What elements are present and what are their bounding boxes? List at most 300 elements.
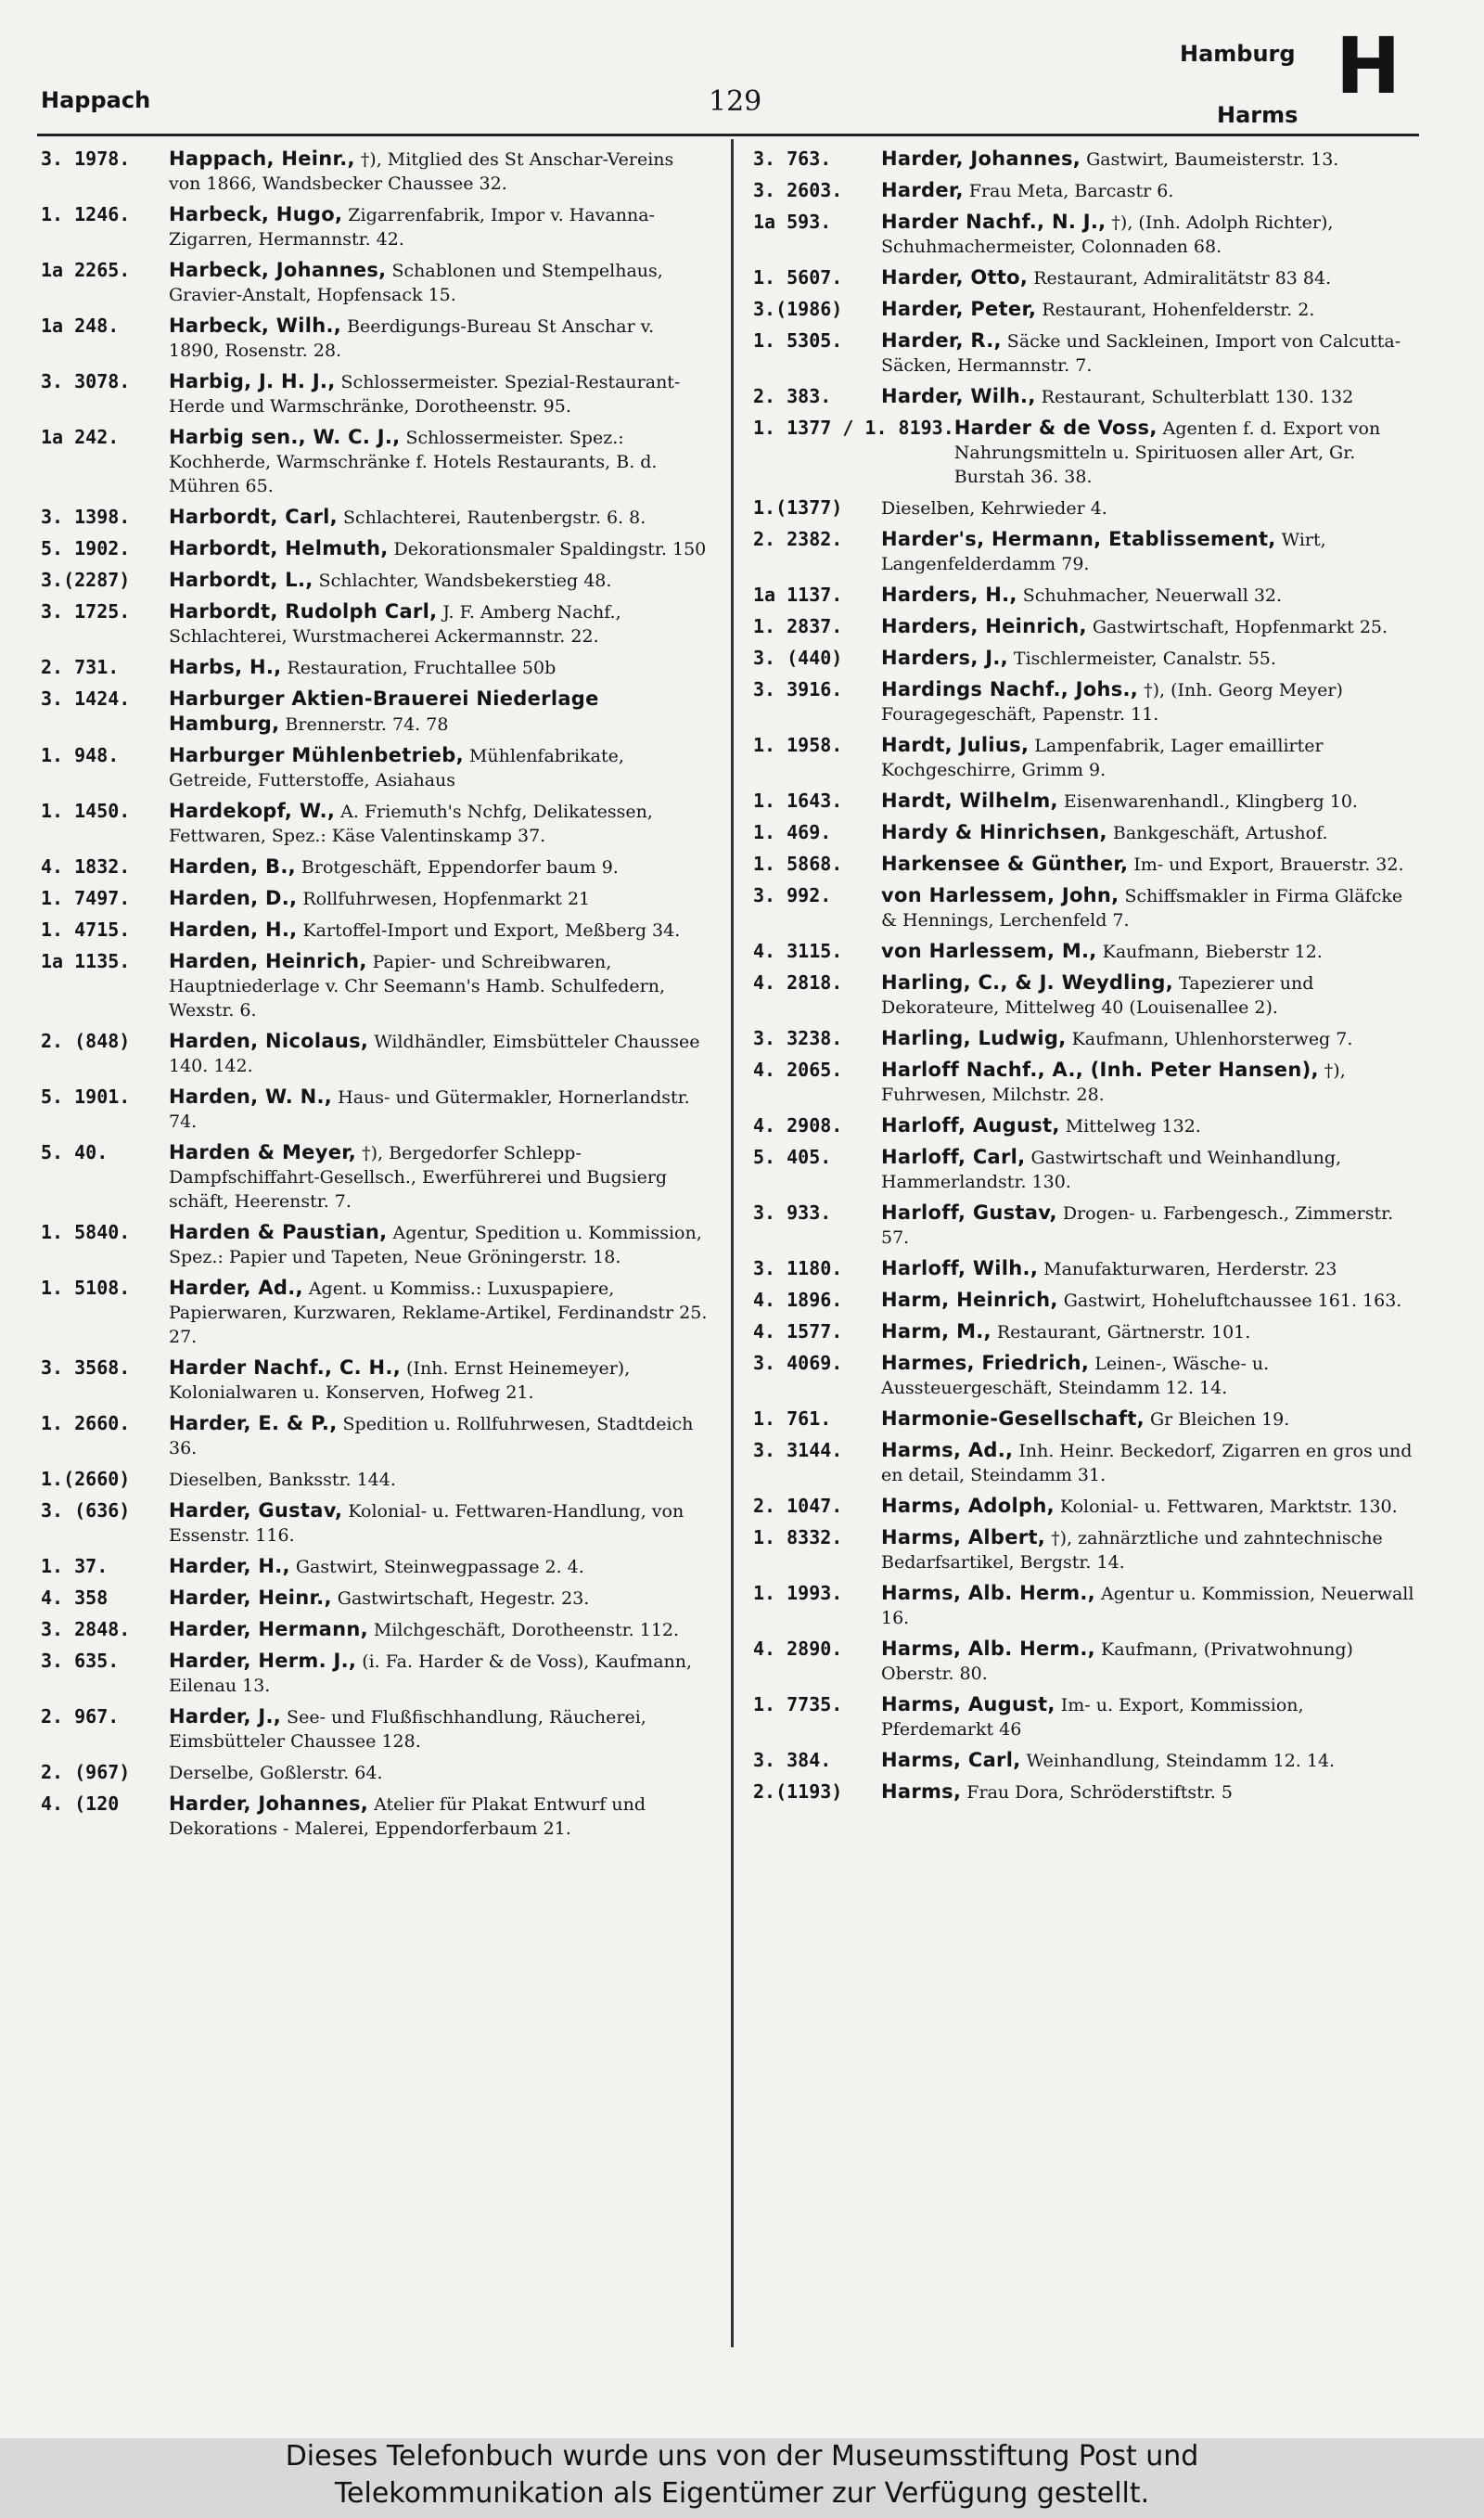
directory-entry: [753, 677, 1421, 726]
entry-name: Harden, D.,: [169, 887, 298, 909]
directory-entry: [753, 416, 1421, 489]
entry-text: [169, 949, 709, 1022]
phone-number: 1a 2265.: [41, 259, 131, 281]
entry-details: Papier- und Schreibwaren, Hauptniederlage v. Chr Seemann's Hamb. Schulfedern, Wexstr. 6.: [169, 952, 666, 1021]
phone-number: 3. 2848.: [41, 1618, 131, 1640]
entry-text: [169, 1617, 709, 1642]
entry-text: [881, 1058, 1421, 1107]
entry-details: Dieselben, Banksstr. 144.: [169, 1470, 396, 1490]
phone-number: 1. 469.: [753, 821, 832, 843]
entry-name: Harms, Adolph,: [881, 1495, 1055, 1517]
phone-number: 3. 3568.: [41, 1356, 131, 1379]
phone-number: 1. 1958.: [753, 734, 843, 756]
entry-details: Agenten f. d. Export von Nahrungsmitteln u. Spirituosen aller Art, Gr. Burstah 36. 38.: [953, 418, 1381, 487]
entry-text: [169, 1140, 709, 1214]
entry-details: Kartoffel-Import und Export, Meßberg 34.: [297, 920, 681, 941]
directory-entry: [41, 369, 709, 418]
entry-details: Dieselben, Kehrwieder 4.: [881, 498, 1107, 519]
directory-entry: [41, 1140, 709, 1214]
entry-details: Im- und Export, Brauerstr. 32.: [1128, 854, 1404, 875]
entry-text: [169, 886, 709, 911]
directory-entry: [41, 202, 709, 251]
entry-details: Bankgeschäft, Artushof.: [1107, 823, 1328, 843]
directory-entry: [753, 495, 1421, 520]
phone-number: 3. 4069.: [753, 1352, 843, 1374]
page-header: [41, 20, 1423, 137]
entry-name: Harm, M.,: [881, 1320, 991, 1343]
directory-entry: [753, 789, 1421, 814]
entry-details: Kolonial- u. Fettwaren, Marktstr. 130.: [1054, 1497, 1398, 1517]
directory-entry: [753, 1637, 1421, 1686]
entry-details: Kolonial- u. Fettwaren-Handlung, von Essenstr. 116.: [169, 1501, 684, 1546]
phone-number: 3. (636): [41, 1499, 131, 1522]
entry-text: [881, 1288, 1421, 1313]
entry-details: Gastwirt, Steinwegpassage 2. 4.: [289, 1557, 584, 1577]
entry-name: Harder, Johannes,: [881, 148, 1081, 170]
phone-number: 1a 1135.: [41, 950, 131, 972]
entry-text: [881, 852, 1421, 877]
entry-details: Wirt, Langenfelderdamm 79.: [881, 530, 1326, 574]
entry-text: [881, 883, 1421, 932]
entry-details: Frau Meta, Barcastr 6.: [963, 181, 1174, 201]
entry-text: [881, 677, 1421, 726]
entry-text: [169, 425, 709, 498]
entry-text: [169, 1029, 709, 1078]
entry-text: [881, 583, 1421, 608]
entry-details: Restaurant, Gärtnerstr. 101.: [991, 1322, 1251, 1343]
entry-name: Harloff Nachf., A., (Inh. Peter Hansen),: [881, 1059, 1319, 1081]
phone-number: 1. 5868.: [753, 853, 843, 875]
entry-text: [881, 1438, 1421, 1487]
entry-text: [881, 1145, 1421, 1194]
phone-number: 5. 1902.: [41, 537, 131, 559]
entry-name: Harms, August,: [881, 1693, 1055, 1715]
entry-name: Harder Nachf., C. H.,: [169, 1356, 401, 1379]
entry-name: Harms, Alb. Herm.,: [881, 1638, 1095, 1660]
entry-text: [881, 1637, 1421, 1686]
entry-name: Harder, Herm. J.,: [169, 1650, 357, 1672]
phone-number: 1. 1643.: [753, 790, 843, 812]
entry-name: von Harlessem, M.,: [881, 940, 1097, 962]
page-number: 129: [709, 85, 762, 118]
entry-name: Harder, Heinr.,: [169, 1587, 332, 1609]
phone-number: 1. 5840.: [41, 1221, 131, 1243]
directory-entry: [753, 178, 1421, 203]
entry-name: Harms, Carl,: [881, 1749, 1021, 1771]
directory-entry: [753, 970, 1421, 1020]
entry-name: Harders, Heinrich,: [881, 615, 1087, 637]
entry-name: Harders, J.,: [881, 647, 1008, 669]
entry-name: Harder,: [881, 179, 964, 201]
entry-name: Harburger Mühlenbetrieb,: [169, 744, 464, 766]
entry-details: Schlossermeister. Spez.: Kochherde, Warmschränke f. Hotels Restaurants, B. d. Mühren 65.: [169, 428, 658, 496]
directory-entry: [753, 1288, 1421, 1313]
phone-number: 4. 2890.: [753, 1638, 843, 1660]
directory-entry: [753, 1581, 1421, 1630]
phone-number: 2. 967.: [41, 1705, 120, 1728]
phone-number: 1. 7735.: [753, 1693, 843, 1715]
phone-number: 1. 4715.: [41, 919, 131, 941]
header-first-entry: Happach: [41, 87, 151, 113]
directory-entry: [753, 1351, 1421, 1400]
phone-number: 1. 5108.: [41, 1277, 131, 1299]
entry-details: Kaufmann, Uhlenhorsterweg 7.: [1066, 1029, 1353, 1049]
entry-details: Atelier für Plakat Entwurf und Dekorations - Malerei, Eppendorferbaum 21.: [169, 1794, 646, 1839]
directory-entry: [41, 505, 709, 530]
phone-number: 1a 242.: [41, 426, 120, 448]
entry-name: Harbig sen., W. C. J.,: [169, 426, 401, 448]
entry-details: Agent. u Kommiss.: Luxuspapiere, Papierwaren, Kurzwaren, Reklame-Artikel, Ferdinandstr 25. 27.: [169, 1278, 708, 1347]
directory-entry: [41, 1029, 709, 1078]
entry-name: Harder, J.,: [169, 1705, 282, 1728]
directory-entry: [41, 1220, 709, 1269]
entry-details: J. F. Amberg Nachf., Schlachterei, Wurstmacherei Ackermannstr. 22.: [169, 602, 621, 647]
directory-entry: [41, 1276, 709, 1349]
entry-details: (i. Fa. Harder & de Voss), Kaufmann, Eilenau 13.: [169, 1651, 693, 1696]
entry-text: [169, 369, 709, 418]
entry-text: [881, 328, 1421, 378]
entry-text: [881, 1256, 1421, 1281]
phone-number: 3. 1180.: [753, 1257, 843, 1279]
directory-entry: [41, 147, 709, 196]
entry-details: Tischlermeister, Canalstr. 55.: [1007, 649, 1276, 669]
phone-number: 5. 40.: [41, 1141, 109, 1163]
entry-details: Schiffsmakler in Firma Gläfcke & Hennings, Lerchenfeld 7.: [881, 886, 1403, 931]
entry-details: †), zahnärztliche und zahntechnische Bedarfsartikel, Bergstr. 14.: [881, 1528, 1383, 1573]
entry-name: Harling, Ludwig,: [881, 1027, 1067, 1049]
directory-entry: [41, 314, 709, 363]
entry-name: Harder Nachf., N. J.,: [881, 211, 1107, 233]
directory-entry: [41, 1355, 709, 1405]
entry-name: Harder, Gustav,: [169, 1499, 343, 1522]
phone-number: 1. 5607.: [753, 266, 843, 289]
directory-entry: [753, 1407, 1421, 1432]
entry-details: †), Bergedorfer Schlepp-Dampfschiffahrt-Gesellsch., Ewerführerei und Bugsierg schäft, Heerenstr. 7.: [169, 1143, 668, 1212]
entry-text: [881, 384, 1421, 409]
entry-name: Hardekopf, W.,: [169, 800, 336, 822]
entry-details: Restaurant, Admiralitätstr 83 84.: [1028, 268, 1332, 289]
entry-name: Harder, Wilh.,: [881, 385, 1036, 407]
entry-details: †), Mitglied des St Anschar-Vereins von 1866, Wandsbecker Chaussee 32.: [169, 149, 674, 194]
entry-text: [169, 743, 709, 792]
entry-name: Harbordt, Rudolph Carl,: [169, 600, 438, 623]
directory-entry: [753, 265, 1421, 290]
entry-details: Gastwirt, Hoheluftchaussee 161. 163.: [1057, 1291, 1402, 1311]
directory-entry: [753, 1779, 1421, 1805]
entry-text: [169, 147, 709, 196]
entry-text: [169, 1467, 709, 1492]
entry-text: [881, 1525, 1421, 1574]
entry-details: See- und Flußfischhandlung, Räucherei, Eimsbütteler Chaussee 128.: [169, 1707, 646, 1752]
entry-text: [169, 1649, 709, 1698]
phone-number: 1. 948.: [41, 744, 120, 766]
entry-name: Harkensee & Günther,: [881, 853, 1129, 875]
phone-number: 1. 1377 / 1. 8193.: [753, 417, 954, 439]
directory-entry: [41, 743, 709, 792]
entry-text: [169, 687, 709, 737]
entry-name: Harder, Peter,: [881, 298, 1037, 320]
phone-number: 3. 763.: [753, 148, 832, 170]
entry-name: Harder, E. & P.,: [169, 1412, 338, 1434]
phone-number: 1. 1450.: [41, 800, 131, 822]
phone-number: 1.(1377): [753, 496, 843, 519]
entry-details: Restaurant, Schulterblatt 130. 132: [1035, 387, 1354, 407]
phone-number: 4. 1577.: [753, 1320, 843, 1343]
phone-number: 1. 8332.: [753, 1526, 843, 1548]
directory-entry: [753, 1494, 1421, 1519]
entry-name: Harder, Johannes,: [169, 1792, 369, 1815]
phone-number: 1. 7497.: [41, 887, 131, 909]
directory-entry: [753, 297, 1421, 322]
entry-name: Hardt, Julius,: [881, 734, 1030, 756]
phone-number: 4. 2818.: [753, 971, 843, 994]
entry-name: Harden, B.,: [169, 855, 296, 878]
directory-entry: [753, 1748, 1421, 1773]
phone-number: 2. 1047.: [753, 1495, 843, 1517]
entry-details: Tapezierer und Dekorateure, Mittelweg 40 (Louisenallee 2).: [881, 973, 1314, 1018]
phone-number: 3. 3916.: [753, 678, 843, 700]
directory-entry: [41, 1554, 709, 1579]
entry-name: Happach, Heinr.,: [169, 148, 355, 170]
entry-text: [881, 789, 1421, 814]
directory-entry: [41, 886, 709, 911]
entry-text: [169, 1704, 709, 1754]
entry-text: [169, 505, 709, 530]
entry-details: Mühlenfabrikate, Getreide, Futterstoffe, Asiahaus: [169, 746, 624, 790]
directory-entry: [41, 1760, 709, 1785]
entry-name: Harder, R.,: [881, 329, 1002, 352]
entry-details: Kaufmann, Bieberstr 12.: [1096, 942, 1323, 962]
entry-name: Harden, Nicolaus,: [169, 1030, 369, 1052]
directory-entry: [41, 568, 709, 593]
phone-number: 3. 933.: [753, 1201, 832, 1224]
entry-name: Harder, Hermann,: [169, 1618, 368, 1640]
entry-details: Gastwirtschaft, Hopfenmarkt 25.: [1086, 617, 1388, 637]
entry-details: Lampenfabrik, Lager emaillirter Kochgeschirre, Grimm 9.: [881, 736, 1324, 780]
entry-text: [881, 1692, 1421, 1741]
directory-entry: [41, 949, 709, 1022]
entry-name: Harm, Heinrich,: [881, 1289, 1058, 1311]
entry-name: Harder, H.,: [169, 1555, 290, 1577]
entry-name: Hardt, Wilhelm,: [881, 790, 1058, 812]
directory-entry: [41, 1792, 709, 1841]
phone-number: 2. 2382.: [753, 528, 843, 550]
entry-text: [881, 1494, 1421, 1519]
phone-number: 3. 384.: [753, 1749, 832, 1771]
phone-number: 4. 2908.: [753, 1114, 843, 1137]
phone-number: 2.(1193): [753, 1780, 843, 1803]
entry-name: Hardings Nachf., Johs.,: [881, 678, 1139, 700]
entry-name: Harburger Aktien-Brauerei Niederlage Hamburg,: [169, 687, 599, 735]
entry-text: [881, 147, 1421, 172]
entry-name: Harden, Heinrich,: [169, 950, 367, 972]
left-column: [41, 147, 709, 1841]
entry-text: [169, 1276, 709, 1349]
phone-number: 1. 5305.: [753, 329, 843, 352]
directory-entry: [753, 820, 1421, 845]
entry-text: [169, 1554, 709, 1579]
phone-number: 3. 635.: [41, 1650, 120, 1672]
entry-text: [881, 178, 1421, 203]
entry-text: [169, 799, 709, 848]
entry-details: Gr Bleichen 19.: [1144, 1409, 1290, 1430]
entry-details: Restauration, Fruchtallee 50b: [281, 658, 556, 678]
entry-text: [169, 1586, 709, 1611]
entry-details: (Inh. Ernst Heinemeyer), Kolonialwaren u. Konserven, Hofweg 21.: [169, 1358, 631, 1403]
directory-entry: [753, 527, 1421, 576]
entry-name: Harloff, Carl,: [881, 1146, 1026, 1168]
entry-name: Harloff, Gustav,: [881, 1201, 1057, 1224]
entry-details: Agentur, Spedition u. Kommission, Spez.: Papier und Tapeten, Neue Gröningerstr. 18.: [169, 1223, 702, 1267]
header-rule: [37, 134, 1419, 136]
directory-entry: [41, 1649, 709, 1698]
directory-entry: [753, 646, 1421, 671]
entry-name: Harden, H.,: [169, 919, 298, 941]
directory-entry: [753, 1026, 1421, 1051]
directory-entry: [41, 655, 709, 680]
entry-details: Brennerstr. 74. 78: [279, 714, 449, 735]
phone-number: 2. 731.: [41, 656, 120, 678]
phone-number: 4. (120: [41, 1792, 120, 1815]
entry-name: Harder's, Hermann, Etablissement,: [881, 528, 1276, 550]
entry-name: Harbeck, Wilh.,: [169, 315, 342, 337]
entry-text: [881, 646, 1421, 671]
entry-text: [881, 1581, 1421, 1630]
entry-name: Harms,: [881, 1780, 962, 1803]
entry-name: Harmes, Friedrich,: [881, 1352, 1090, 1374]
entry-text: [169, 1792, 709, 1841]
directory-entry: [41, 687, 709, 737]
entry-text: [169, 854, 709, 880]
entry-details: Brotgeschäft, Eppendorfer baum 9.: [295, 857, 619, 878]
phone-number: 1a 1137.: [753, 584, 843, 606]
entry-details: Gastwirt, Baumeisterstr. 13.: [1081, 149, 1339, 170]
entry-details: Derselbe, Goßlerstr. 64.: [169, 1763, 383, 1783]
entry-name: Harbeck, Johannes,: [169, 259, 387, 281]
directory-entry: [41, 1411, 709, 1460]
phone-number: 4. 358: [41, 1587, 109, 1609]
directory-entry: [753, 614, 1421, 639]
directory-entry: [41, 1617, 709, 1642]
directory-entry: [41, 599, 709, 649]
entry-text: [881, 1026, 1421, 1051]
phone-number: 3. 992.: [753, 884, 832, 906]
phone-number: 1. 761.: [753, 1407, 832, 1430]
entry-text: [169, 536, 709, 561]
directory-entry: [753, 1058, 1421, 1107]
directory-entry: [753, 1319, 1421, 1344]
directory-entry: [753, 1438, 1421, 1487]
entry-text: [881, 495, 1421, 520]
entry-name: Harden, W. N.,: [169, 1086, 333, 1108]
entry-text: [881, 733, 1421, 782]
footer-line-2: Telekommunikation als Eigentümer zur Verfügung gestellt.: [334, 2477, 1150, 2510]
entry-name: Harloff, August,: [881, 1114, 1060, 1137]
entry-details: A. Friemuth's Nchfg, Delikatessen, Fettwaren, Spez.: Käse Valentinskamp 37.: [169, 802, 653, 846]
phone-number: 4. 1896.: [753, 1289, 843, 1311]
entry-details: Gastwirtschaft, Hegestr. 23.: [331, 1588, 590, 1609]
phone-number: 3. 3078.: [41, 370, 131, 392]
entry-text: [169, 918, 709, 943]
entry-name: Harbordt, L.,: [169, 569, 313, 591]
directory-entry: [41, 258, 709, 307]
entry-name: Harbeck, Hugo,: [169, 203, 343, 225]
entry-text: [881, 1319, 1421, 1344]
entry-details: Weinhandlung, Steindamm 12. 14.: [1020, 1751, 1336, 1771]
phone-number: 4. 1832.: [41, 855, 131, 878]
phone-number: 3. 3144.: [753, 1439, 843, 1461]
entry-details: Gastwirtschaft und Weinhandlung, Hammerlandstr. 130.: [881, 1148, 1342, 1192]
entry-text: [169, 314, 709, 363]
entry-text: [881, 297, 1421, 322]
phone-number: 5. 1901.: [41, 1086, 131, 1108]
directory-entry: [753, 1113, 1421, 1138]
phone-number: 3.(1986): [753, 298, 843, 320]
directory-entry: [41, 1586, 709, 1611]
phone-number: 4. 3115.: [753, 940, 843, 962]
entry-details: Schlachterei, Rautenbergstr. 6. 8.: [337, 507, 646, 528]
entry-name: Harbordt, Helmuth,: [169, 537, 389, 559]
entry-text: [169, 655, 709, 680]
phone-number: 3. 1424.: [41, 687, 131, 710]
phone-number: 3. 1725.: [41, 600, 131, 623]
entry-text: [169, 568, 709, 593]
directory-entry: [41, 1704, 709, 1754]
entry-details: Schlachter, Wandsbekerstieg 48.: [313, 571, 612, 591]
entry-details: Wildhändler, Eimsbütteler Chaussee 140. 142.: [169, 1032, 700, 1076]
phone-number: 1. 1993.: [753, 1582, 843, 1604]
entry-details: †), (Inh. Adolph Richter), Schuhmachermeister, Colonnaden 68.: [881, 212, 1334, 257]
directory-entry: [41, 1085, 709, 1134]
directory-entry: [753, 883, 1421, 932]
phone-number: 1. 1246.: [41, 203, 131, 225]
entry-text: [881, 1407, 1421, 1432]
entry-name: Harbig, J. H. J.,: [169, 370, 336, 392]
entry-details: Säcke und Sackleinen, Import von Calcutta-Säcken, Hermannstr. 7.: [881, 331, 1401, 376]
entry-name: Hardy & Hinrichsen,: [881, 821, 1107, 843]
directory-entry: [753, 1201, 1421, 1250]
directory-entry: [753, 852, 1421, 877]
directory-entry: [41, 536, 709, 561]
phone-number: 3. 2603.: [753, 179, 843, 201]
entry-name: Harder, Otto,: [881, 266, 1029, 289]
entry-text: [881, 265, 1421, 290]
entry-details: Milchgeschäft, Dorotheenstr. 112.: [367, 1620, 680, 1640]
entry-text: [954, 416, 1421, 489]
section-letter: H: [1336, 20, 1401, 111]
entry-details: Zigarrenfabrik, Impor v. Havanna-Zigarren, Hermannstr. 42.: [169, 205, 655, 250]
entry-details: Schuhmacher, Neuerwall 32.: [1017, 585, 1283, 606]
entry-name: Harmonie-Gesellschaft,: [881, 1407, 1145, 1430]
directory-entry: [753, 733, 1421, 782]
entry-details: Kaufmann, (Privatwohnung) Oberstr. 80.: [881, 1639, 1353, 1684]
entry-text: [169, 1760, 709, 1785]
entry-details: Dekorationsmaler Spaldingstr. 150: [388, 539, 707, 559]
phone-number: 3. 1398.: [41, 506, 131, 528]
entry-name: Harder, Ad.,: [169, 1277, 303, 1299]
entry-name: Harms, Alb. Herm.,: [881, 1582, 1095, 1604]
entry-details: †), Fuhrwesen, Milchstr. 28.: [881, 1060, 1346, 1105]
entry-details: Im- u. Export, Kommission, Pferdemarkt 46: [881, 1695, 1304, 1740]
right-column: [753, 147, 1421, 1805]
entry-details: †), (Inh. Georg Meyer) Fouragegeschäft, Papenstr. 11.: [881, 680, 1343, 725]
directory-entry: [753, 147, 1421, 172]
entry-name: Harder & de Voss,: [953, 417, 1158, 439]
entry-name: Harms, Albert,: [881, 1526, 1046, 1548]
phone-number: 1. 37.: [41, 1555, 109, 1577]
entry-name: Harbs, H.,: [169, 656, 282, 678]
directory-entry: [753, 210, 1421, 259]
